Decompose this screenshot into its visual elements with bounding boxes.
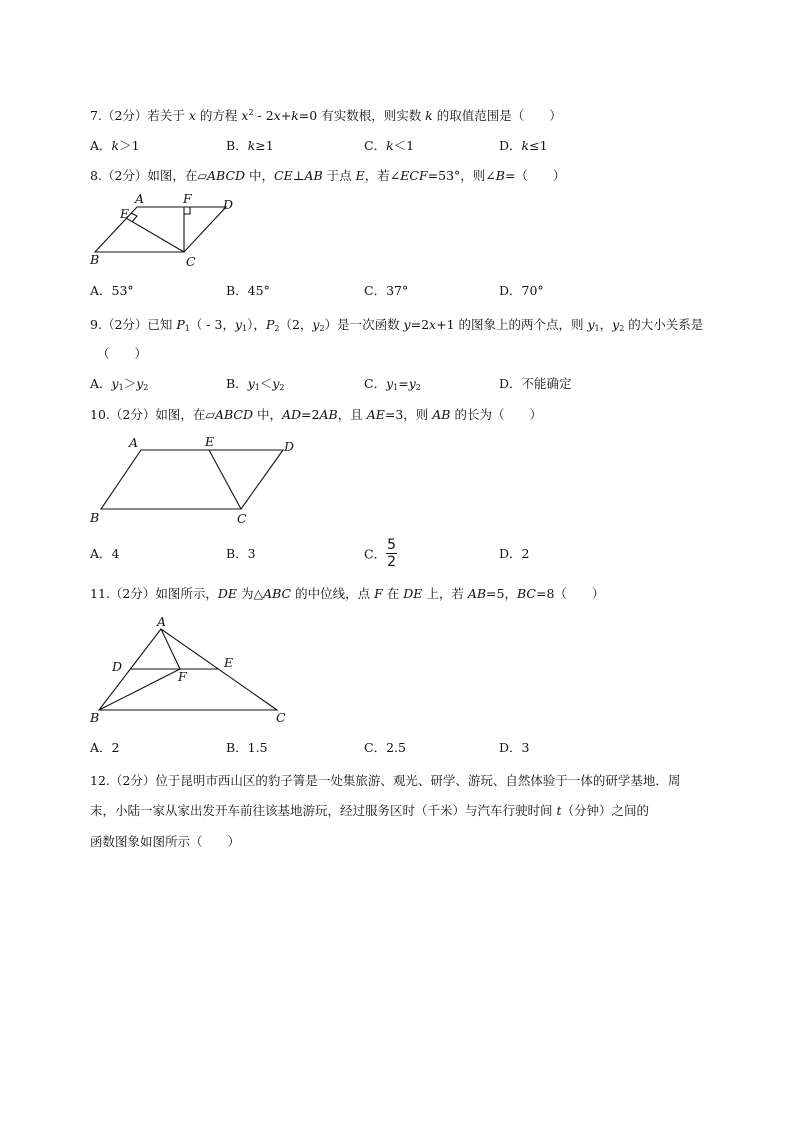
q10-label-d: D	[284, 439, 295, 454]
q7-option-b[interactable]: B．k≥1	[226, 138, 274, 153]
q8-label-a: A	[135, 191, 145, 206]
question-8-stem: 8.（2分）如图，在▱ABCD 中，CE⊥AB 于点 E，若∠ECF=53°，则∠B=（ ）	[90, 168, 566, 183]
question-12-line-3: 函数图象如图所示（ ）	[90, 834, 241, 849]
question-12-line-2: 末，小陆一家从家出发开车前往该基地游玩，经过服务区时（千米）与汽车行驶时间 t（分钟）之间的	[90, 803, 650, 818]
question-11-stem: 11.（2分）如图所示，DE 为△ABC 的中位线，点 F 在 DE 上，若 AB=5，BC=8（ ）	[90, 586, 605, 601]
q9-option-b[interactable]: B．$y_1<y_2$	[226, 376, 285, 392]
question-9-continuation: （ ）	[97, 346, 148, 361]
q9-option-d[interactable]: D．不能确定	[499, 376, 572, 391]
q11-label-c: C	[276, 710, 286, 725]
q11-option-a[interactable]: A．2	[90, 740, 120, 755]
q8-option-a[interactable]: A．53°	[90, 283, 134, 298]
q8-label-f: F	[183, 191, 192, 206]
q9-option-c[interactable]: C．$y_1=y_2$	[364, 376, 421, 392]
q8-option-d[interactable]: D．70°	[499, 283, 544, 298]
q8-option-b[interactable]: B．45°	[226, 283, 270, 298]
q8-label-e: E	[120, 206, 130, 221]
question-10-stem: 10.（2分）如图，在▱ABCD 中，AD=2AB，且 AE=3，则 AB 的长为（ ）	[90, 407, 542, 422]
q11-segment-bf	[99, 669, 180, 710]
q9-option-a[interactable]: A．$y_1>y_2$	[90, 376, 149, 392]
question-12-line-1: 12.（2分）位于昆明市西山区的豹子箐是一处集旅游、观光、研学、游玩、自然体验于一体的研学基地．周	[90, 773, 681, 788]
q10-label-c: C	[237, 511, 247, 526]
q7-option-c[interactable]: C．k＜1	[364, 138, 415, 153]
q10-label-a: A	[129, 435, 139, 450]
q10-option-d[interactable]: D．2	[499, 546, 530, 561]
q8-label-c: C	[186, 254, 196, 269]
question-7-stem: 7.（2分）若关于 x 的方程 $x^2 - 2x+k=0$ 有实数根，则实数 k 的取值范围是（ ）	[90, 108, 562, 123]
question-9-stem: 9.（2分）已知 $P_1( - 3$，$y_1$），$P_2(2$，$y_2$）是一次函数 y=2x+1 的图象上的两个点，则 $y_1$，$y_2$ 的大小关系是	[90, 317, 704, 333]
q11-label-e: E	[224, 655, 234, 670]
q11-label-b: B	[90, 710, 100, 725]
q7-option-d[interactable]: D．k≤1	[499, 138, 548, 153]
q10-label-e: E	[205, 434, 215, 449]
q10-option-c[interactable]: C． $\frac{5}{2}$	[364, 537, 396, 570]
q10-label-b: B	[90, 510, 100, 525]
q11-option-c[interactable]: C．2.5	[364, 740, 406, 755]
q7-option-a[interactable]: A．k＞1	[90, 138, 140, 153]
q10-option-b[interactable]: B．3	[226, 546, 256, 561]
q8-label-d: D	[223, 197, 234, 212]
q10-fraction: $\frac{5}{2}$	[387, 537, 396, 570]
q11-option-b[interactable]: B．1.5	[226, 740, 268, 755]
q11-label-d: D	[112, 659, 123, 674]
q8-label-b: B	[90, 252, 100, 267]
q8-option-c[interactable]: C．37°	[364, 283, 409, 298]
q11-option-d[interactable]: D．3	[499, 740, 530, 755]
q11-label-a: A	[157, 614, 167, 629]
q11-label-f: F	[178, 669, 187, 684]
q10-option-a[interactable]: A．4	[90, 546, 120, 561]
